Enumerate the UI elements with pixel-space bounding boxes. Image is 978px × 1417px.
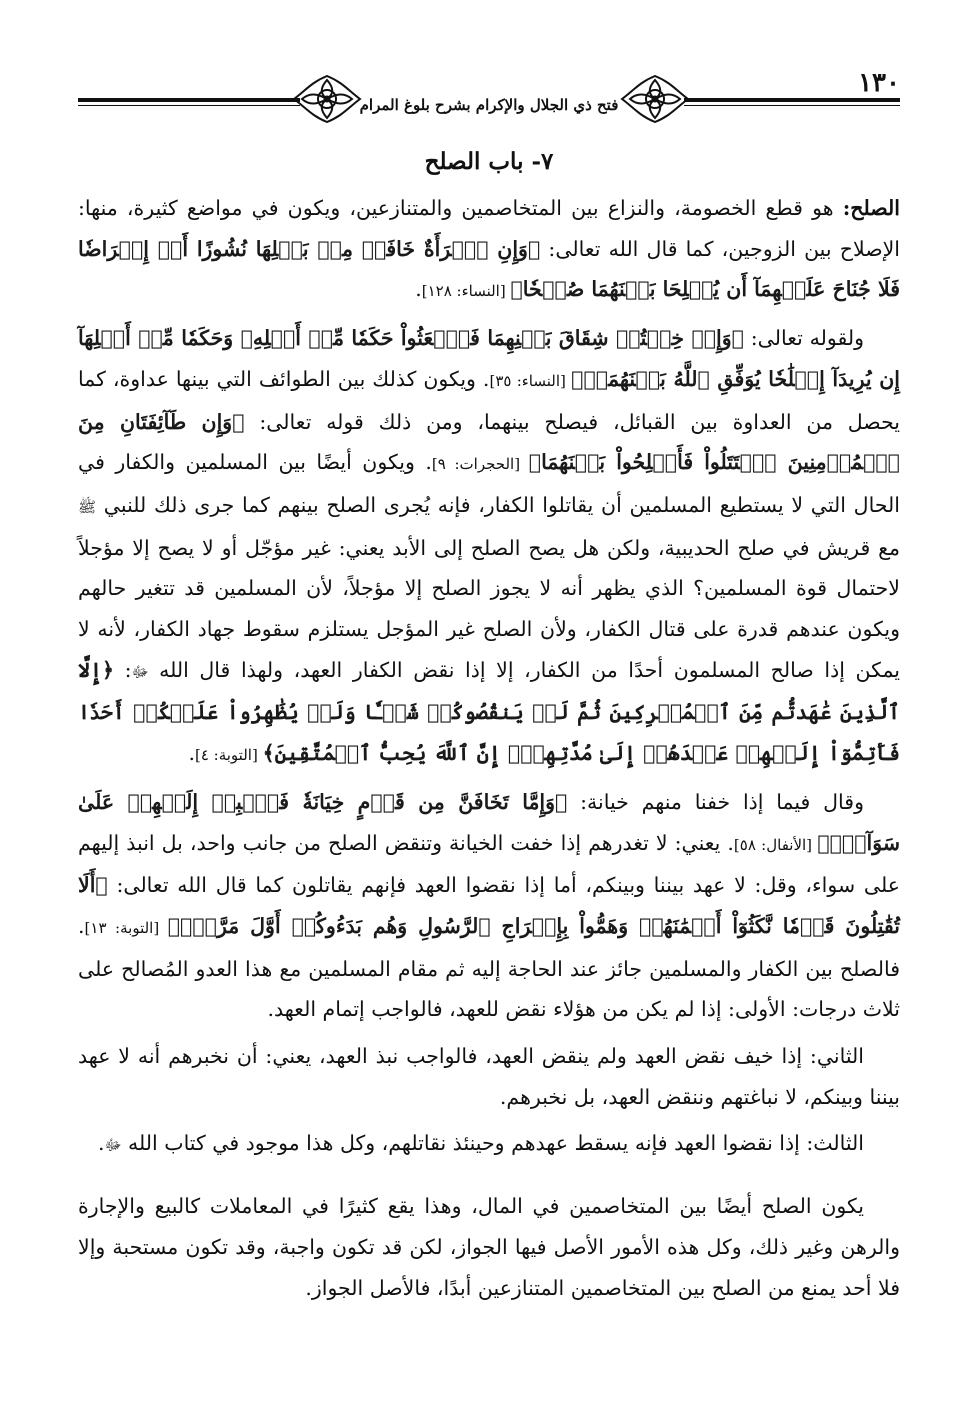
text: . ويكون كذلك بين الطوائف التي بينها عداوة، كما يحصل من العداوة بين القبائل، فيصلح بينهما، ومن ذلك قوله تعالى:	[78, 366, 901, 434]
paragraph-second-degree	[78, 1036, 900, 1117]
text: وقال فيما إذا خفنا منهم خيانة:	[567, 789, 864, 814]
text: .	[415, 277, 422, 302]
quran-verse: ﴿أَلَا تُقَٰتِلُونَ قَوۡمٗا نَّكَثُوٓاْ أَيۡمَٰنَهُمۡ وَهَمُّواْ بِإِخۡرَاجِ ٱلرَّسُولِ وَهُم بَدَءُوكُمۡ أَوَّلَ مَرَّةٍۚ﴾	[78, 873, 900, 938]
running-title: فتح ذي الجلال والإكرام بشرح بلوغ المرام	[359, 96, 619, 114]
page-body	[78, 140, 900, 1308]
text: .	[188, 741, 195, 766]
quran-verse: ﴿وَإِمَّا تَخَافَنَّ مِن قَوۡمٍ خِيَانَةٗ فَٱنۢبِذۡ إِلَيۡهِمۡ عَلَىٰ سَوَآءٍۚ﴾	[78, 789, 900, 855]
text: الثالث: إذا نقضوا العهد فإنه يسقط عهدهم وحينئذ نقاتلهم، وكل هذا موجود في كتاب الله	[121, 1131, 864, 1156]
verse-reference: [التوبة: ١٣]	[84, 918, 168, 937]
page-number: ١٣٠	[858, 68, 900, 98]
header-rule-right-thin	[684, 105, 900, 106]
text: :	[114, 657, 132, 682]
paragraph-definition	[78, 188, 900, 312]
page-header	[78, 62, 900, 130]
floral-ornament-icon	[618, 72, 692, 126]
text: ولقوله تعالى:	[743, 326, 864, 351]
verse-reference: [الحجرات: ٩]	[431, 455, 529, 474]
paragraph-reconciliation	[78, 318, 900, 776]
paragraph-financial	[78, 1186, 900, 1308]
quran-verse: ﴿وَإِنِ ٱمۡرَأَةٌ خَافَتۡ مِنۢ بَعۡلِهَا نُشُوزًا أَوۡ إِعۡرَاضٗا فَلَا جُنَاحَ عَلَيۡهِمَآ أَن يُصۡلِحَا بَيۡنَهُمَا صُلۡحٗا﴾	[78, 236, 900, 302]
honorific-symbol: ﷻ	[104, 1136, 122, 1155]
header-rule-right	[684, 98, 900, 102]
verse-reference: [التوبة: ٤]	[194, 746, 263, 765]
verse-reference: [النساء: ٣٥]	[489, 371, 572, 390]
paragraph-treachery	[78, 782, 900, 1030]
chapter-title: ٧- باب الصلح	[424, 148, 554, 175]
text: .	[98, 1131, 105, 1156]
term-heading: الصلح:	[842, 196, 900, 220]
text: . ويكون أيضًا بين المسلمين والكفار في الحال التي لا يستطيع المسلمين أن يقاتلوا الكفار، فإنه يُجرى الصلح بينهم كما جرى ذلك للنبي	[78, 450, 900, 517]
quran-verse: ﴿وَإِنۡ خِفۡتُمۡ شِقَاقَ بَيۡنِهِمَا فَٱبۡعَثُواْ حَكَمٗا مِّنۡ أَهۡلِهِۦ وَحَكَمٗا مِّنۡ أَهۡلِهَآ إِن يُرِيدَآ إِصۡلَٰحٗا يُوَفِّقِ ٱللَّهُ بَيۡنَهُمَآۗ﴾	[78, 326, 900, 391]
text: يكون الصلح أيضًا بين المتخاصمين في المال، وهذا يقع كثيرًا في المعاملات كالبيع والإجارة والرهن وغير ذلك، وكل هذه الأمور الأصل فيها الجواز، لكن قد تكون واجبة، وقد تكون مستحبة وإلا فلا أحد يمنع من الصلح بين المتخاصمين المتنازعين أبدًا، فالأصل الجواز.	[78, 1194, 900, 1300]
paragraph-third-degree	[78, 1123, 900, 1166]
verse-reference: [الأنفال: ٥٨]	[733, 835, 818, 854]
quran-verse: ﴿وَإِن طَآئِفَتَانِ مِنَ ٱلۡمُؤۡمِنِينَ ٱقۡتَتَلُواْ فَأَصۡلِحُواْ بَيۡنَهُمَا﴾	[78, 409, 900, 475]
honorific-symbol: ﷻ	[131, 662, 149, 681]
honorific-symbol: ﷺ	[78, 497, 97, 516]
verse-reference: [النساء: ١٢٨]	[421, 282, 511, 301]
text: . يعني: لا تغدرهم إذا خفت الخيانة وتنقض الصلح من جانب واحد، بل انبذ إليهم على سواء، وقل: لا عهد بيننا وبينكم، أما إذا نقضوا العهد فإنهم يقاتلون كما قال الله تعالى:	[78, 830, 900, 898]
quran-verse: ﴿إِلَّا ٱلَّذِينَ عَٰهَدتُّم مِّنَ ٱلۡمُشۡرِكِينَ ثُمَّ لَمۡ يَنقُصُوكُمۡ شَيۡـٔٗا وَلَمۡ يُظَٰهِرُواْ عَلَيۡكُمۡ أَحَدٗا فَأَتِمُّوٓاْ إِلَيۡهِمۡ عَهۡدَهُمۡ إِلَىٰ مُدَّتِهِمۡۚ إِنَّ ٱللَّهَ يُحِبُّ ٱلۡمُتَّقِينَ﴾	[78, 657, 900, 766]
text: . فالصلح بين الكفار والمسلمين جائز عند الحاجة إليه ثم مقام المسلمين مع هذا العدو المُصالح على ثلاث درجات: الأولى: إذا لم يكن من هؤلاء نقض للعهد، فالواجب إتمام العهد.	[78, 913, 900, 1022]
text: هو قطع الخصومة، والنزاع بين المتخاصمين والمتنازعين، ويكون في مواضع كثيرة، منها: الإصلاح بين الزوجين، كما قال الله تعالى:	[78, 196, 900, 261]
text: مع قريش في صلح الحديبية، ولكن هل يصح الصلح إلى الأبد يعني: غير مؤجّل أو لا يصح إلا مؤجلاً لاحتمال قوة المسلمين؟ الذي يظهر أنه لا يجوز الصلح إلا مؤجلاً، لأن المسلمين قد تتغير حالهم ويكون عندهم قدرة على قتال الكفار، ولأن الصلح غير المؤجل يستلزم سقوط جهاد الكفار، لأنه لا يمكن إذا صالح المسلمون أحدًا من الكفار، إلا إذا نقض الكفار العهد، ولهذا قال الله	[78, 535, 900, 682]
text: الثاني: إذا خيف نقض العهد ولم ينقض العهد، فالواجب نبذ العهد، يعني: أن نخبرهم أنه لا عهد بيننا وبينكم، لا نباغتهم وننقض العهد، بل نخبرهم.	[78, 1044, 900, 1109]
